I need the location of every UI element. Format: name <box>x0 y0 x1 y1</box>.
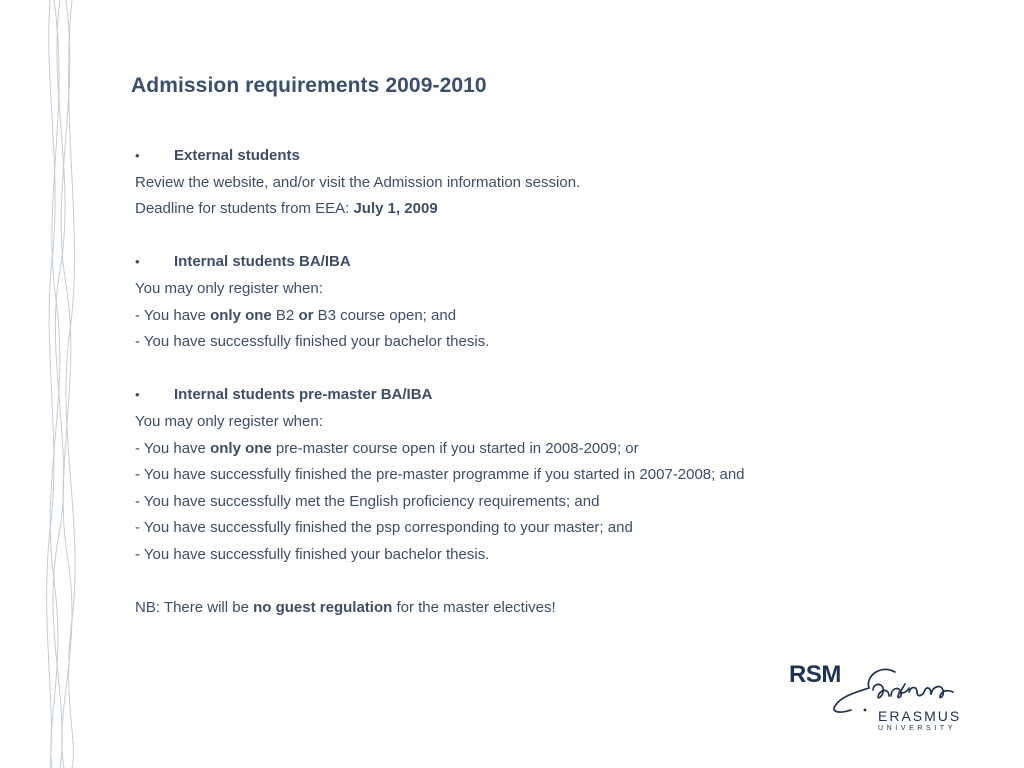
text-fragment: NB: There will be <box>135 599 254 617</box>
deadline-line <box>135 196 995 223</box>
emphasis: only one <box>210 306 272 324</box>
slide-title: Admission requirements 2009-2010 <box>131 74 487 97</box>
bullet-heading: Internal students BA/IBA <box>174 253 351 271</box>
logo-name: ERASMUS <box>878 708 962 724</box>
note-line <box>135 595 995 622</box>
decorative-curves <box>0 0 100 768</box>
condition-line <box>135 436 995 463</box>
condition-line: - You have successfully finished the psp corresponding to your master; and <box>135 519 633 537</box>
text-fragment: B2 <box>271 306 299 324</box>
bullet-heading: Internal students pre-master BA/IBA <box>174 386 433 404</box>
text-fragment: for the master electives! <box>392 599 556 617</box>
bullet-heading: External students <box>174 147 300 164</box>
emphasis: only one <box>210 439 272 457</box>
condition-line: - You have successfully met the English proficiency requirements; and <box>135 492 600 510</box>
section-internal-heading <box>135 249 995 276</box>
deadline-label: Deadline for students from EEA: <box>135 200 354 218</box>
logo-acronym: RSM <box>789 661 841 688</box>
text-line: You may only register when: <box>135 412 323 430</box>
deadline-date: July 1, 2009 <box>353 200 438 218</box>
section-premaster-heading <box>135 382 995 409</box>
text-fragment: - You have <box>135 306 211 324</box>
text-fragment: - You have <box>135 439 211 457</box>
text-fragment: pre-master course open if you started in 2008-2009; or <box>271 439 639 457</box>
bullet: • <box>135 254 140 270</box>
condition-line <box>135 303 995 330</box>
section-external-heading <box>135 143 995 170</box>
condition-line: - You have successfully finished your bachelor thesis. <box>135 545 490 563</box>
condition-line: - You have successfully finished the pre-master programme if you started in 2007-2008; and <box>135 466 745 484</box>
bullet: • <box>135 387 140 403</box>
text-fragment: B3 course open; and <box>313 306 457 324</box>
emphasis: or <box>298 306 314 324</box>
emphasis: no guest regulation <box>253 599 393 617</box>
text-line: Review the website, and/or visit the Admission information session. <box>135 173 581 191</box>
text-line: You may only register when: <box>135 279 323 297</box>
logo-subtitle: UNIVERSITY <box>878 725 957 732</box>
rsm-erasmus-logo <box>785 658 970 736</box>
condition-line: - You have successfully finished your bachelor thesis. <box>135 333 490 351</box>
bullet: • <box>135 148 140 163</box>
slide-body <box>135 143 995 622</box>
